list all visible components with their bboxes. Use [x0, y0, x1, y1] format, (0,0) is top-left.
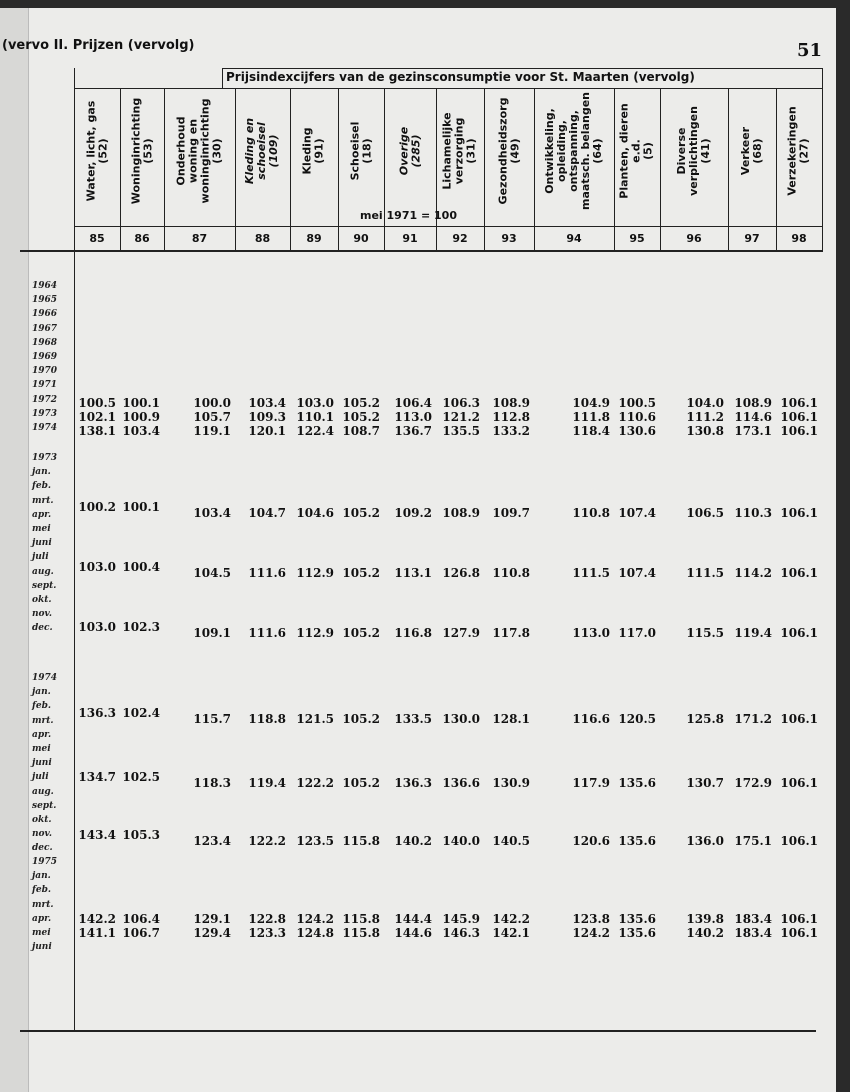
- table-cell: 118.8: [248, 712, 286, 726]
- table-cell: 106.1: [780, 926, 818, 940]
- table-cell: 125.8: [686, 712, 724, 726]
- column-header-label: Schoeisel (18): [348, 121, 373, 181]
- table-cell: 112.9: [296, 626, 334, 640]
- table-cell: 122.8: [248, 912, 286, 926]
- table-cell: 100.4: [122, 560, 160, 574]
- table-cell: 142.2: [78, 912, 116, 926]
- table-cell: 100.9: [122, 410, 160, 424]
- table-cell: 110.6: [618, 410, 656, 424]
- row-label: apr.: [32, 509, 52, 520]
- row-label: mrt.: [32, 495, 54, 506]
- table-cell: 100.2: [78, 500, 116, 514]
- table-cell: 111.5: [572, 566, 610, 580]
- table-cell: 130.8: [686, 424, 724, 438]
- table-cell: 122.2: [248, 834, 286, 848]
- title-left-border: [222, 68, 223, 88]
- table-cell: 110.8: [572, 506, 610, 520]
- row-label: 1975: [32, 857, 58, 867]
- column-header-label: Lichamelijke verzorging (31): [441, 112, 478, 190]
- running-header: [2, 38, 195, 53]
- column-number: 92: [452, 232, 468, 245]
- row-label: 1966: [32, 309, 58, 320]
- table-cell: 130.0: [442, 712, 480, 726]
- table-cell: 123.8: [572, 912, 610, 926]
- table-cell: 113.0: [394, 410, 432, 424]
- table-cell: 103.4: [248, 396, 286, 410]
- table-cell: 117.9: [572, 776, 610, 790]
- table-cell: 113.1: [394, 566, 432, 580]
- adjacent-page-edge: [0, 8, 29, 1092]
- column-header-label: Gezondheidszorg (49): [496, 97, 521, 205]
- row-label: aug.: [32, 786, 54, 797]
- table-cell: 105.7: [193, 410, 231, 424]
- table-cell: 112.8: [492, 410, 530, 424]
- table-cell: 139.8: [686, 912, 724, 926]
- table-cell: 127.9: [442, 626, 480, 640]
- column-header: [384, 90, 436, 212]
- bottom-rule: [20, 1030, 816, 1032]
- table-cell: 116.8: [394, 626, 432, 640]
- table-cell: 100.0: [193, 396, 231, 410]
- row-label: 1973: [32, 408, 58, 419]
- table-cell: 140.5: [492, 834, 530, 848]
- table-cell: 105.2: [342, 506, 380, 520]
- table-cell: 142.2: [492, 912, 530, 926]
- rule-under-title: [74, 88, 822, 89]
- table-cell: 120.6: [572, 834, 610, 848]
- table-cell: 106.5: [686, 506, 724, 520]
- table-cell: 126.8: [442, 566, 480, 580]
- table-cell: 136.7: [394, 424, 432, 438]
- table-cell: 106.4: [122, 912, 160, 926]
- row-label: 1968: [32, 337, 58, 348]
- rule-col-numbers-top: [74, 226, 822, 227]
- table-cell: 140.0: [442, 834, 480, 848]
- header-left-fragment: (vervo: [2, 38, 50, 53]
- table-cell: 136.6: [442, 776, 480, 790]
- table-cell: 140.2: [394, 834, 432, 848]
- column-header: [74, 90, 120, 212]
- column-header-label: Kleding en schoeisel (109): [243, 117, 281, 185]
- row-label: okt.: [32, 595, 52, 605]
- table-cell: 142.1: [492, 926, 530, 940]
- row-label: apr.: [32, 913, 52, 924]
- table-cell: 106.1: [780, 834, 818, 848]
- row-label: okt.: [32, 815, 52, 825]
- column-header: [436, 90, 484, 212]
- table-cell: 183.4: [734, 926, 772, 940]
- table-cell: 109.1: [193, 626, 231, 640]
- table-cell: 172.9: [734, 776, 772, 790]
- table-cell: 100.1: [122, 500, 160, 514]
- table-cell: 122.4: [296, 424, 334, 438]
- column-header: [235, 90, 290, 212]
- table-cell: 124.2: [296, 912, 334, 926]
- table-cell: 105.2: [342, 712, 380, 726]
- column-number: 89: [306, 232, 322, 245]
- table-cell: 114.6: [734, 410, 772, 424]
- column-header-label: Ontwikkeling, opleiding, ontspanning, maatsch. belangen (64): [543, 92, 604, 210]
- table-cell: 128.1: [492, 712, 530, 726]
- column-number: 90: [353, 232, 369, 245]
- table-cell: 124.8: [296, 926, 334, 940]
- row-label: sept.: [32, 580, 57, 591]
- table-cell: 107.4: [618, 506, 656, 520]
- table-cell: 116.6: [572, 712, 610, 726]
- table-cell: 108.9: [492, 396, 530, 410]
- table-cell: 102.1: [78, 410, 116, 424]
- table-cell: 111.2: [686, 410, 724, 424]
- table-cell: 103.0: [78, 620, 116, 634]
- table-cell: 102.5: [122, 770, 160, 784]
- rule-col-numbers-bottom: [20, 250, 822, 252]
- column-header: [614, 90, 660, 212]
- row-label: 1971: [32, 380, 58, 391]
- column-number: 91: [402, 232, 418, 245]
- table-cell: 133.5: [394, 712, 432, 726]
- column-header-label: Overige (285): [396, 126, 422, 176]
- table-cell: 119.4: [248, 776, 286, 790]
- table-cell: 111.6: [248, 566, 286, 580]
- page-number: 51: [796, 40, 822, 61]
- column-header-label: Onderhoud woning en woninginrichting (30): [174, 98, 224, 204]
- row-label: 1967: [32, 323, 58, 334]
- row-label: mrt.: [32, 715, 54, 726]
- row-label: 1970: [32, 366, 58, 377]
- table-cell: 103.4: [122, 424, 160, 438]
- section-title: II. Prijzen (vervolg): [53, 38, 195, 53]
- table-cell: 105.2: [342, 626, 380, 640]
- row-label: feb.: [32, 701, 52, 712]
- row-label: mei: [32, 744, 51, 754]
- row-label: aug.: [32, 566, 54, 577]
- table-cell: 113.0: [572, 626, 610, 640]
- table-cell: 135.5: [442, 424, 480, 438]
- table-cell: 135.6: [618, 834, 656, 848]
- column-header: [290, 90, 338, 212]
- table-cell: 143.4: [78, 828, 116, 842]
- table-cell: 106.1: [780, 410, 818, 424]
- table-cell: 106.1: [780, 912, 818, 926]
- table-cell: 119.4: [734, 626, 772, 640]
- row-label: nov.: [32, 609, 53, 620]
- table-cell: 100.5: [618, 396, 656, 410]
- table-cell: 140.2: [686, 926, 724, 940]
- table-cell: 117.0: [618, 626, 656, 640]
- table-cell: 121.2: [442, 410, 480, 424]
- table-cell: 108.7: [342, 424, 380, 438]
- table-cell: 105.2: [342, 410, 380, 424]
- table-cell: 108.9: [734, 396, 772, 410]
- column-number: 95: [629, 232, 645, 245]
- table-cell: 106.1: [780, 396, 818, 410]
- table-cell: 144.6: [394, 926, 432, 940]
- table-cell: 105.2: [342, 396, 380, 410]
- table-cell: 103.0: [78, 560, 116, 574]
- table-cell: 106.1: [780, 424, 818, 438]
- row-label: feb.: [32, 885, 52, 896]
- column-header: [338, 90, 384, 212]
- row-label: 1974: [32, 423, 58, 433]
- column-header: [728, 90, 776, 212]
- table-cell: 136.3: [78, 706, 116, 720]
- column-header-label: Kleding (91): [300, 127, 326, 175]
- row-label: dec.: [32, 843, 53, 854]
- table-cell: 118.3: [193, 776, 231, 790]
- table-cell: 114.2: [734, 566, 772, 580]
- column-header-label: Verkeer (68): [739, 126, 765, 176]
- table-cell: 133.2: [492, 424, 530, 438]
- table-cell: 129.1: [193, 912, 231, 926]
- row-label: jan.: [32, 871, 51, 882]
- row-label: jan.: [32, 687, 51, 698]
- column-header: [776, 90, 822, 212]
- column-header-label: Woninginrichting (53): [129, 97, 154, 205]
- table-cell: 106.4: [394, 396, 432, 410]
- table-cell: 123.4: [193, 834, 231, 848]
- row-label: juni: [32, 758, 52, 769]
- table-cell: 115.8: [342, 926, 380, 940]
- row-label: feb.: [32, 481, 52, 492]
- table-cell: 119.1: [193, 424, 231, 438]
- row-label: nov.: [32, 829, 53, 840]
- table-cell: 104.9: [572, 396, 610, 410]
- column-header: [534, 90, 614, 212]
- row-label: juni: [32, 538, 52, 549]
- table-cell: 100.1: [122, 396, 160, 410]
- table-cell: 115.8: [342, 834, 380, 848]
- row-label: 1974: [32, 673, 58, 683]
- table-cell: 102.3: [122, 620, 160, 634]
- table-cell: 123.5: [296, 834, 334, 848]
- table-cell: 110.8: [492, 566, 530, 580]
- table-cell: 106.1: [780, 566, 818, 580]
- table-cell: 118.4: [572, 424, 610, 438]
- row-label: 1964: [32, 281, 58, 291]
- row-label: juli: [32, 552, 49, 563]
- table-cell: 109.3: [248, 410, 286, 424]
- table-cell: 121.5: [296, 712, 334, 726]
- table-cell: 115.8: [342, 912, 380, 926]
- table-cell: 115.5: [686, 626, 724, 640]
- row-label: 1972: [32, 394, 58, 405]
- column-header: [120, 90, 164, 212]
- table-cell: 109.2: [394, 506, 432, 520]
- column-header-label: Planten, dieren e.d. (5): [618, 103, 655, 199]
- table-cell: 106.1: [780, 626, 818, 640]
- table-cell: 122.2: [296, 776, 334, 790]
- column-number: 96: [686, 232, 702, 245]
- table-cell: 138.1: [78, 424, 116, 438]
- table-cell: 110.1: [296, 410, 334, 424]
- table-cell: 104.5: [193, 566, 231, 580]
- rule-top: [222, 68, 822, 69]
- row-label: juni: [32, 942, 52, 953]
- row-label: 1965: [32, 295, 58, 306]
- row-label: mei: [32, 928, 51, 938]
- table-cell: 173.1: [734, 424, 772, 438]
- table-cell: 171.2: [734, 712, 772, 726]
- row-label: apr.: [32, 729, 52, 740]
- table-cell: 106.7: [122, 926, 160, 940]
- table-cell: 102.4: [122, 706, 160, 720]
- table-cell: 115.7: [193, 712, 231, 726]
- base-period-note: mei 1971 = 100: [360, 209, 457, 222]
- table-cell: 111.5: [686, 566, 724, 580]
- table-cell: 136.3: [394, 776, 432, 790]
- column-header-label: Water, licht, gas (52): [84, 100, 110, 202]
- table-cell: 103.4: [193, 506, 231, 520]
- column-header: [484, 90, 534, 212]
- table-cell: 123.3: [248, 926, 286, 940]
- column-number: 97: [744, 232, 760, 245]
- table-cell: 105.2: [342, 776, 380, 790]
- row-label: 1969: [32, 352, 58, 362]
- row-label: sept.: [32, 800, 57, 811]
- table-cell: 120.5: [618, 712, 656, 726]
- table-cell: 103.0: [296, 396, 334, 410]
- table-cell: 130.6: [618, 424, 656, 438]
- table-cell: 105.2: [342, 566, 380, 580]
- table-right-border: [822, 68, 823, 252]
- column-number: 98: [791, 232, 807, 245]
- column-number: 87: [191, 232, 208, 245]
- column-number: 94: [566, 232, 582, 245]
- table-cell: 117.8: [492, 626, 530, 640]
- table-cell: 109.7: [492, 506, 530, 520]
- column-header-label: Verzekeringen (27): [786, 106, 811, 196]
- table-title: Prijsindexcijfers van de gezinsconsumptie voor St. Maarten (vervolg): [226, 70, 695, 84]
- table-cell: 129.4: [193, 926, 231, 940]
- table-cell: 135.6: [618, 776, 656, 790]
- table-left-border: [74, 68, 75, 1030]
- table-cell: 175.1: [734, 834, 772, 848]
- table-cell: 136.0: [686, 834, 724, 848]
- table-cell: 108.9: [442, 506, 480, 520]
- row-label: juli: [32, 772, 49, 783]
- table-cell: 106.1: [780, 776, 818, 790]
- table-cell: 130.7: [686, 776, 724, 790]
- row-label: mrt.: [32, 899, 54, 910]
- table-cell: 144.4: [394, 912, 432, 926]
- table-cell: 105.3: [122, 828, 160, 842]
- column-number: 88: [254, 232, 271, 245]
- row-label: 1973: [32, 453, 58, 463]
- table-cell: 135.6: [618, 912, 656, 926]
- table-cell: 111.8: [572, 410, 610, 424]
- column-header: [164, 90, 235, 212]
- table-cell: 120.1: [248, 424, 286, 438]
- table-cell: 146.3: [442, 926, 480, 940]
- table-cell: 135.6: [618, 926, 656, 940]
- table-cell: 110.3: [734, 506, 772, 520]
- column-header-label: Diverse verplichtingen (41): [675, 106, 713, 196]
- row-label: mei: [32, 524, 51, 534]
- column-number: 93: [501, 232, 517, 245]
- table-cell: 130.9: [492, 776, 530, 790]
- table-cell: 106.1: [780, 712, 818, 726]
- column-number: 86: [134, 232, 150, 245]
- row-label: dec.: [32, 623, 53, 634]
- row-label: jan.: [32, 467, 51, 478]
- table-cell: 104.0: [686, 396, 724, 410]
- table-cell: 141.1: [78, 926, 116, 940]
- table-cell: 124.2: [572, 926, 610, 940]
- table-cell: 104.6: [296, 506, 334, 520]
- table-cell: 145.9: [442, 912, 480, 926]
- column-number: 85: [89, 232, 105, 245]
- table-cell: 100.5: [78, 396, 116, 410]
- column-header: [660, 90, 728, 212]
- table-cell: 104.7: [248, 506, 286, 520]
- table-cell: 134.7: [78, 770, 116, 784]
- table-cell: 111.6: [248, 626, 286, 640]
- table-cell: 112.9: [296, 566, 334, 580]
- table-cell: 107.4: [618, 566, 656, 580]
- table-cell: 106.3: [442, 396, 480, 410]
- table-cell: 183.4: [734, 912, 772, 926]
- table-cell: 106.1: [780, 506, 818, 520]
